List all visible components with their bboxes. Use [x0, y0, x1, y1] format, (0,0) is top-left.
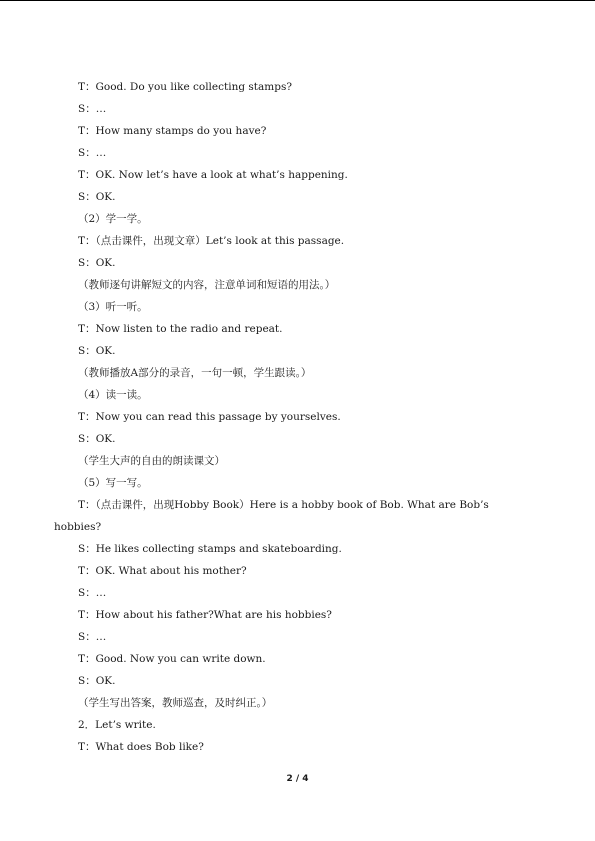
text-line-continuation: hobbies? — [54, 521, 102, 533]
step-heading: （2）学一学。 — [78, 213, 148, 225]
text-line: S：… — [78, 631, 107, 643]
text-line: S：He likes collecting stamps and skateboarding. — [78, 543, 342, 555]
step-heading: （3）听一听。 — [78, 301, 148, 313]
step-heading: （5）写一写。 — [78, 477, 148, 489]
text-line: T：OK. What about his mother? — [78, 565, 247, 577]
document-body — [54, 76, 544, 758]
text-line: T：Now listen to the radio and repeat. — [78, 323, 283, 335]
teacher-note: （学生大声的自由的朗读课文） — [78, 455, 225, 467]
step-heading: （4）读一读。 — [78, 389, 148, 401]
text-line: T：Good. Do you like collecting stamps? — [78, 81, 292, 93]
text-line: S：OK. — [78, 345, 116, 357]
text-line: T：What does Bob like? — [78, 741, 204, 753]
teacher-note: （学生写出答案，教师巡查，及时纠正。） — [78, 697, 273, 709]
page-number: 2 / 4 — [286, 774, 309, 784]
text-line: S：OK. — [78, 191, 116, 203]
text-line: T：OK. Now let’s have a look at what’s happening. — [78, 169, 348, 181]
teacher-note: （教师播放A部分的录音，一句一顿，学生跟读。） — [78, 367, 312, 379]
text-line: S：… — [78, 147, 107, 159]
text-line: T：Now you can read this passage by yourselves. — [78, 411, 341, 423]
text-line: T：How about his father?What are his hobbies? — [78, 609, 332, 621]
header-rule — [0, 0, 595, 1]
text-line: T：How many stamps do you have? — [78, 125, 267, 137]
text-line: S：… — [78, 587, 107, 599]
text-line: S：… — [78, 103, 107, 115]
text-line: T：（点击课件，出现Hobby Book）Here is a hobby book of Bob. What are Bob’s — [78, 499, 489, 511]
text-line: S：OK. — [78, 257, 116, 269]
section-heading: 2．Let’s write. — [78, 719, 156, 731]
teacher-note: （教师逐句讲解短文的内容，注意单词和短语的用法。） — [78, 279, 336, 291]
text-line: T：（点击课件，出现文章）Let’s look at this passage. — [78, 235, 345, 247]
text-line: S：OK. — [78, 675, 116, 687]
text-line: T：Good. Now you can write down. — [78, 653, 266, 665]
text-line: S：OK. — [78, 433, 116, 445]
